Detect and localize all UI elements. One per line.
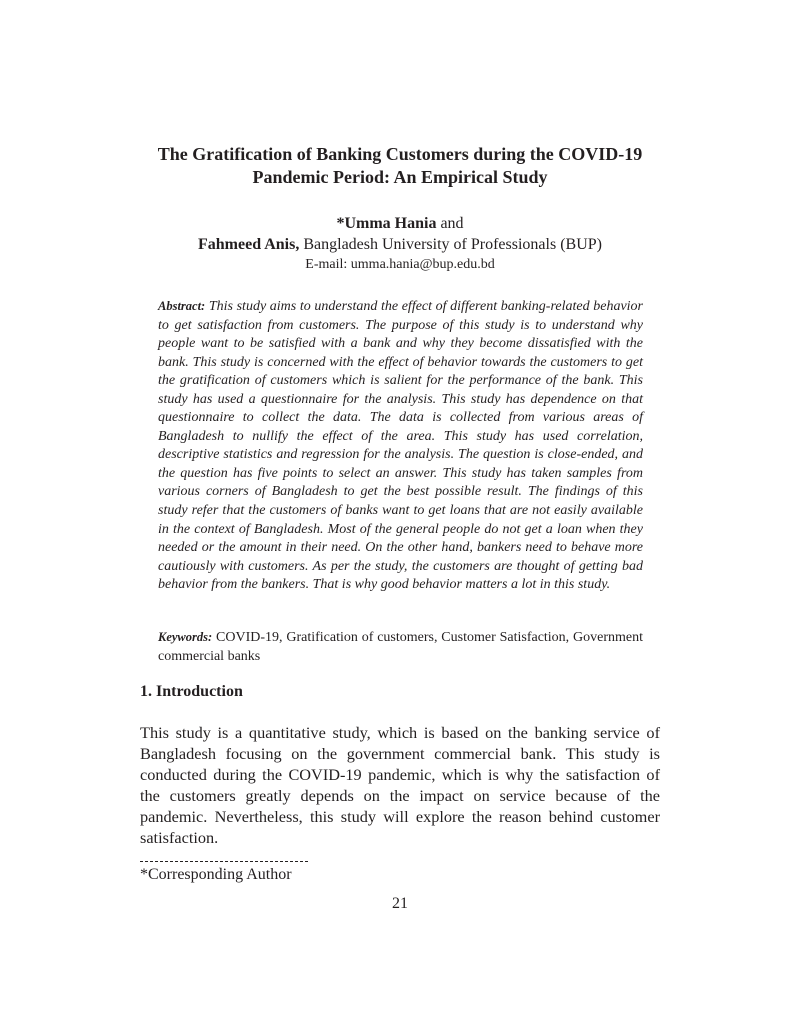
author-line-1 [120, 213, 680, 234]
author-affiliation: Bangladesh University of Professionals (BUP) [299, 236, 602, 253]
author-1-name: *Umma Hania [336, 215, 437, 232]
author-2-name: Fahmeed Anis, [198, 236, 300, 253]
title-line-1: The Gratification of Banking Customers during the COVID-19 [157, 144, 643, 164]
author-email: E-mail: umma.hania@bup.edu.bd [305, 257, 495, 272]
introduction-paragraph: This study is a quantitative study, which is based on the banking service of Bangladesh focusing on the government commercial bank. This study is conducted during the COVID-19 pandemic, which is why the satisfaction of the customers greatly depends on the impact on service because of the pandemic. Nevertheless, this study will explore the reason behind customer satisfaction. [140, 723, 660, 848]
footnote-corresponding-author: *Corresponding Author [140, 866, 292, 883]
abstract [158, 297, 643, 595]
keywords-label: Keywords: [158, 630, 213, 644]
title-line-2: Pandemic Period: An Empirical Study [252, 167, 548, 187]
author-block [120, 213, 680, 275]
footnote-divider [140, 861, 308, 862]
paper-title [120, 143, 680, 189]
keywords-text: COVID-19, Gratification of customers, Customer Satisfaction, Government commercial banks [158, 630, 644, 664]
section-number: 1. [140, 683, 152, 700]
page-number: 21 [392, 895, 408, 912]
section-title: Introduction [156, 683, 243, 700]
section-heading-introduction [140, 682, 247, 702]
abstract-label: Abstract: [158, 299, 206, 313]
abstract-text: This study aims to understand the effect of different banking-related behavior to get satisfaction from customers. The purpose of this study is to understand why people want to be satisfied with a bank and why they become dissatisfied with the bank. This study is concerned with the effect of behavior towards the customers to get the gratification of customers which is salient for the performance of the bank. This study has used a questionnaire for the analysis. This study has dependence on that questionnaire to collect the data. The data is collected from various areas of Bangladesh to nullify the effect of the area. This study has used correlation, descriptive statistics and regression for the analysis. The question is close-ended, and the question has five points to select an answer. This study has taken samples from various corners of Bangladesh to get the best possible result. The findings of this study refer that the customers of banks want to get loans that are not easily available in the context of Bangladesh. Most of the general people do not get a loan when they needed or the amount in their need. On the other hand, bankers need to behave more cautiously with customers. As per the study, the customers are thought of getting bad behavior from the bankers. That is why good behavior matters a lot in this study. [158, 299, 643, 593]
author-1-suffix: and [436, 215, 464, 232]
keywords [158, 628, 643, 666]
author-line-2 [120, 234, 680, 255]
